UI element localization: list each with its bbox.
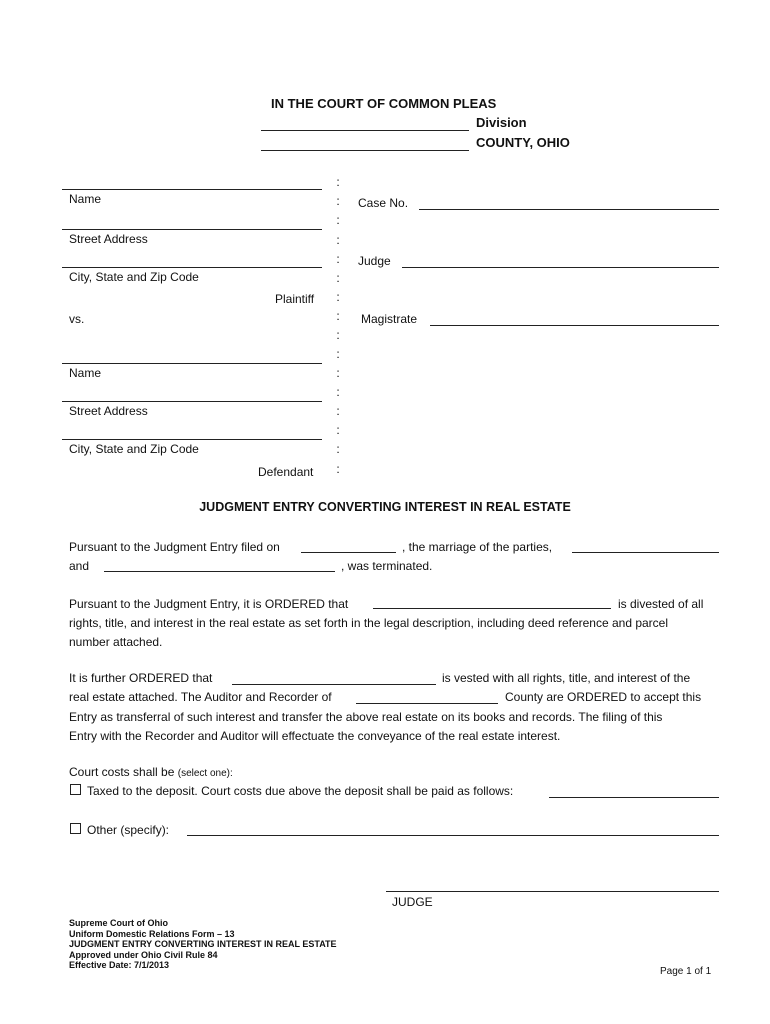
vs-label: vs. (69, 312, 85, 326)
costs-intro (69, 765, 233, 781)
footer-line: JUDGMENT ENTRY CONVERTING INTEREST IN REAL ESTATE (69, 939, 337, 949)
para1-text: , was terminated. (341, 559, 433, 573)
document-title: JUDGMENT ENTRY CONVERTING INTEREST IN REAL ESTATE (199, 500, 571, 514)
para2-text: is divested of all (618, 597, 704, 611)
para1-text: , the marriage of the parties, (402, 540, 553, 554)
costs-intro-text: Court costs shall be (69, 765, 175, 779)
footer-line: Approved under Ohio Civil Rule 84 (69, 949, 218, 960)
para2-text: Pursuant to the Judgment Entry, it is ORDERED that (69, 597, 349, 611)
county-label: COUNTY, OHIO (476, 135, 570, 150)
plaintiff-city-field[interactable] (62, 267, 322, 268)
caption-separator: : (336, 442, 340, 456)
taxed-to-deposit-checkbox[interactable] (70, 784, 81, 795)
footer-line: Supreme Court of Ohio (69, 918, 168, 928)
judgment-date-field[interactable] (301, 552, 396, 553)
form-footer (69, 918, 337, 971)
caption-separator: : (336, 309, 340, 323)
caption-separator: : (336, 271, 340, 285)
case-no-label: Case No. (358, 196, 409, 210)
para2-text: number attached. (69, 635, 163, 649)
para3-text: Entry with the Recorder and Auditor will effectuate the conveyance of the real estate interest. (69, 729, 561, 743)
caption-separator: : (336, 175, 340, 189)
court-title: IN THE COURT OF COMMON PLEAS (271, 96, 497, 111)
caption-separator: : (336, 290, 340, 304)
footer-line: Effective Date: 7/1/2013 (69, 960, 170, 970)
judge-label: Judge (358, 254, 391, 268)
caption-separator: : (336, 347, 340, 361)
costs-intro-note: (select one): (177, 768, 233, 779)
division-field[interactable] (261, 130, 469, 131)
case-no-field[interactable] (419, 209, 719, 210)
defendant-name-field[interactable] (62, 363, 322, 364)
plaintiff-name-field[interactable] (62, 189, 322, 190)
other-label: Other (specify): (87, 823, 170, 837)
caption-separator: : (336, 213, 340, 227)
plaintiff-city-label: City, State and Zip Code (69, 270, 199, 284)
defendant-street-field[interactable] (62, 401, 322, 402)
defendant-street-label: Street Address (69, 404, 148, 418)
plaintiff-role-label: Plaintiff (275, 292, 315, 306)
defendant-city-label: City, State and Zip Code (69, 442, 199, 456)
judge-field[interactable] (402, 267, 719, 268)
caption-separator: : (336, 423, 340, 437)
vested-party-field[interactable] (232, 684, 436, 685)
caption-separator: : (336, 366, 340, 380)
taxed-to-deposit-label: Taxed to the deposit. Court costs due above the deposit shall be paid as follows: (87, 784, 514, 798)
divested-party-field[interactable] (373, 608, 611, 609)
judge-signature-line[interactable] (386, 891, 719, 892)
party1-field[interactable] (572, 552, 719, 553)
county-name-field[interactable] (356, 703, 498, 704)
county-field[interactable] (261, 150, 469, 151)
caption-separator: : (336, 328, 340, 342)
para3-text: It is further ORDERED that (69, 671, 213, 685)
caption-separator: : (336, 385, 340, 399)
plaintiff-street-field[interactable] (62, 229, 322, 230)
para3-text: County are ORDERED to accept this (505, 690, 702, 704)
caption-separator: : (336, 233, 340, 247)
para3-text: is vested with all rights, title, and interest of the (442, 671, 691, 685)
para3-text: real estate attached. The Auditor and Recorder of (69, 690, 332, 704)
caption-separator: : (336, 462, 340, 476)
plaintiff-street-label: Street Address (69, 232, 148, 246)
plaintiff-name-label: Name (69, 192, 102, 206)
caption-separator: : (336, 404, 340, 418)
caption-separator: : (336, 252, 340, 266)
page-number: Page 1 of 1 (660, 966, 712, 977)
para1-text: and (69, 559, 90, 573)
defendant-role-label: Defendant (258, 465, 314, 479)
other-checkbox[interactable] (70, 823, 81, 834)
defendant-name-label: Name (69, 366, 102, 380)
party2-field[interactable] (104, 571, 335, 572)
judge-signature-label: JUDGE (392, 895, 433, 909)
division-label: Division (476, 115, 527, 130)
magistrate-field[interactable] (430, 325, 719, 326)
costs-payment-field[interactable] (549, 797, 719, 798)
footer-line: Uniform Domestic Relations Form – 13 (69, 928, 235, 939)
defendant-city-field[interactable] (62, 439, 322, 440)
para2-text: rights, title, and interest in the real estate as set forth in the legal description, including deed reference and parcel (69, 616, 669, 630)
para1-text: Pursuant to the Judgment Entry filed on (69, 540, 280, 554)
caption-separator: : (336, 194, 340, 208)
magistrate-label: Magistrate (361, 312, 418, 326)
other-specify-field[interactable] (187, 835, 719, 836)
para3-text: Entry as transferral of such interest and transfer the above real estate on its books and records. The filing of this (69, 710, 663, 724)
